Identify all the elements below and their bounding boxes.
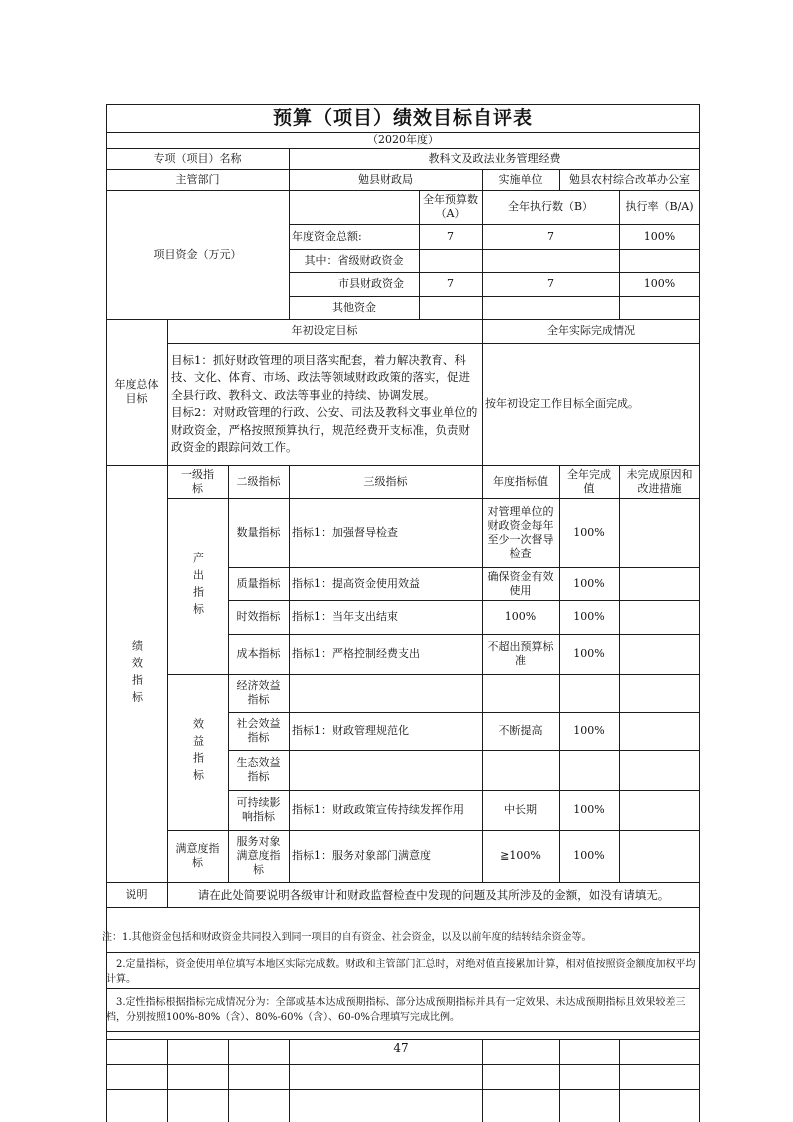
city-funds-label: 市县财政资金 bbox=[338, 277, 404, 290]
rule bbox=[699, 104, 700, 1122]
benefit-label: 效益指标 bbox=[191, 718, 205, 786]
rule bbox=[228, 1039, 229, 1122]
total-budget: 7 bbox=[447, 229, 454, 243]
indicator-l2: 社会效益指标 bbox=[236, 717, 281, 744]
indicator-l3: 指标1：加强督导检查 bbox=[292, 525, 398, 539]
project-name-label: 专项（项目）名称 bbox=[153, 151, 242, 165]
prov-funds-label: 其中：省级财政资金 bbox=[304, 253, 404, 267]
indicator-value: 100% bbox=[504, 610, 537, 623]
l2-header: 二级指标 bbox=[236, 474, 281, 488]
indicator-done: 100% bbox=[573, 576, 605, 590]
note-1: 注：1.其他资金包括和财政资金共同投入到同一项目的自有资金、社会资金，以及以前年度的结转结余资金等。 bbox=[102, 932, 592, 943]
indicator-l2: 质量指标 bbox=[236, 576, 281, 590]
evaluation-table bbox=[102, 104, 700, 1122]
rule bbox=[559, 1039, 560, 1122]
indicator-l2: 成本指标 bbox=[236, 647, 281, 660]
exec-header: 全年执行数（B） bbox=[507, 200, 594, 213]
indicator-value: 中长期 bbox=[504, 803, 537, 816]
goals-label: 年度总体目标 bbox=[114, 378, 159, 405]
actual-header: 全年实际完成情况 bbox=[547, 324, 635, 337]
rule bbox=[228, 750, 700, 751]
indicator-value: 对管理单位的财政资金每年至少一次督导检查 bbox=[487, 504, 554, 560]
satisfaction-label: 满意度指标 bbox=[175, 842, 220, 869]
page-title: 预算（项目）绩效目标自评表 bbox=[272, 107, 533, 129]
indicator-l3: 指标1：财政政策宣传持续发挥作用 bbox=[292, 803, 464, 816]
indicator-l3: 指标1：服务对象部门满意度 bbox=[292, 849, 431, 862]
indicator-l2: 时效指标 bbox=[236, 610, 281, 623]
indicator-value: ≧100% bbox=[500, 849, 541, 862]
rule bbox=[619, 1039, 620, 1122]
dept-value: 勉县财政局 bbox=[358, 172, 413, 186]
indicator-l3: 指标1：当年支出结束 bbox=[292, 610, 398, 623]
actual-goals-text: 按年初设定工作目标全面完成。 bbox=[485, 397, 639, 410]
city-rate: 100% bbox=[643, 277, 676, 290]
rule bbox=[289, 1039, 290, 1122]
l1-header: 一级指标 bbox=[181, 467, 214, 495]
note-2: 2.定量指标，资金使用单位填写本地区实际完成数。财政和主管部门汇总时，对绝对值直接累加计算，相对值按照资金额度加权平均计算。 bbox=[106, 959, 696, 985]
rule bbox=[106, 1064, 700, 1065]
note-3: 3.定性指标根据指标完成情况分为：全部或基本达成预期指标、部分达成预期指标并具有一定效果、未达成预期指标且效果较差三档，分别按照100%-80%（含）、80%-60%（含）、60-0%合理填写完成比例。 bbox=[106, 997, 686, 1023]
page-number: 47 bbox=[393, 1041, 409, 1055]
indicator-l2: 数量指标 bbox=[236, 525, 281, 539]
indicator-done: 100% bbox=[573, 803, 605, 816]
city-budget: 7 bbox=[447, 277, 454, 290]
indicator-l3: 指标1：严格控制经费支出 bbox=[292, 647, 420, 660]
indicator-value: 不断提高 bbox=[498, 724, 543, 737]
perf-label: 绩效指标 bbox=[130, 639, 144, 708]
indicator-l2: 生态效益指标 bbox=[236, 756, 281, 783]
rule bbox=[106, 907, 700, 908]
total-funds-label: 年度资金总额: bbox=[292, 229, 362, 243]
indicator-value: 确保资金有效使用 bbox=[487, 569, 554, 597]
city-exec: 7 bbox=[547, 277, 554, 290]
done-header: 全年完成值 bbox=[567, 467, 611, 495]
rule bbox=[167, 1039, 168, 1122]
l3-header: 三级指标 bbox=[363, 474, 408, 488]
fiscal-year: （2020年度） bbox=[367, 133, 439, 146]
indicator-done: 100% bbox=[573, 610, 605, 623]
indicator-l3: 指标1：提高资金使用效益 bbox=[292, 576, 420, 590]
indicator-done: 100% bbox=[573, 525, 605, 539]
rate-header: 执行率（B/A) bbox=[625, 200, 694, 213]
indicator-done: 100% bbox=[573, 849, 605, 862]
project-name-value: 教科文及政法业务管理经费 bbox=[428, 151, 561, 165]
indicator-l3: 指标1：财政管理规范化 bbox=[292, 724, 409, 737]
indicator-done: 100% bbox=[573, 647, 605, 660]
rule bbox=[106, 952, 700, 953]
initial-goals-text: 目标1：抓好财政管理的项目落实配套，着力解决教育、科技、文化、体育、市场、政法等领域财政政策的落实，促进全县行政、教科文、政法等事业的持续、协调发展。 目标2：对财政管理的行政、公安、司法及教科文事业单位的财政资金，严格按照预算执行，规范经费开支标准，负责财政资金的跟踪问效工作。 bbox=[171, 352, 478, 454]
reason-header: 未完成原因和改进措施 bbox=[626, 467, 693, 495]
initial-goals-header: 年初设定目标 bbox=[291, 324, 358, 337]
dept-label: 主管部门 bbox=[175, 172, 220, 186]
total-exec: 7 bbox=[547, 229, 554, 243]
remark-label: 说明 bbox=[125, 887, 148, 901]
indicator-value: 不超出预算标准 bbox=[487, 640, 554, 667]
rule bbox=[106, 1031, 700, 1032]
budget-header: 全年预算数（A） bbox=[423, 193, 478, 220]
indicator-done: 100% bbox=[573, 724, 605, 737]
rule bbox=[106, 1089, 700, 1090]
total-rate: 100% bbox=[643, 229, 676, 243]
value-header: 年度指标值 bbox=[493, 474, 548, 488]
indicator-l2: 可持续影响指标 bbox=[236, 796, 281, 823]
rule bbox=[619, 465, 620, 882]
output-label: 产出指标 bbox=[191, 552, 205, 620]
funds-label: 项目资金（万元） bbox=[153, 247, 242, 261]
rule bbox=[482, 1039, 483, 1122]
indicator-l2: 服务对象满意度指标 bbox=[236, 835, 281, 876]
impl-label: 实施单位 bbox=[498, 172, 543, 186]
other-funds-label: 其他资金 bbox=[332, 300, 376, 314]
indicator-l2: 经济效益指标 bbox=[236, 679, 281, 706]
remark-text: 请在此处简要说明各级审计和财政监督检查中发现的问题及其所涉及的金额，如没有请填无。 bbox=[197, 887, 670, 902]
impl-value: 勉县农村综合改革办公室 bbox=[569, 172, 690, 186]
